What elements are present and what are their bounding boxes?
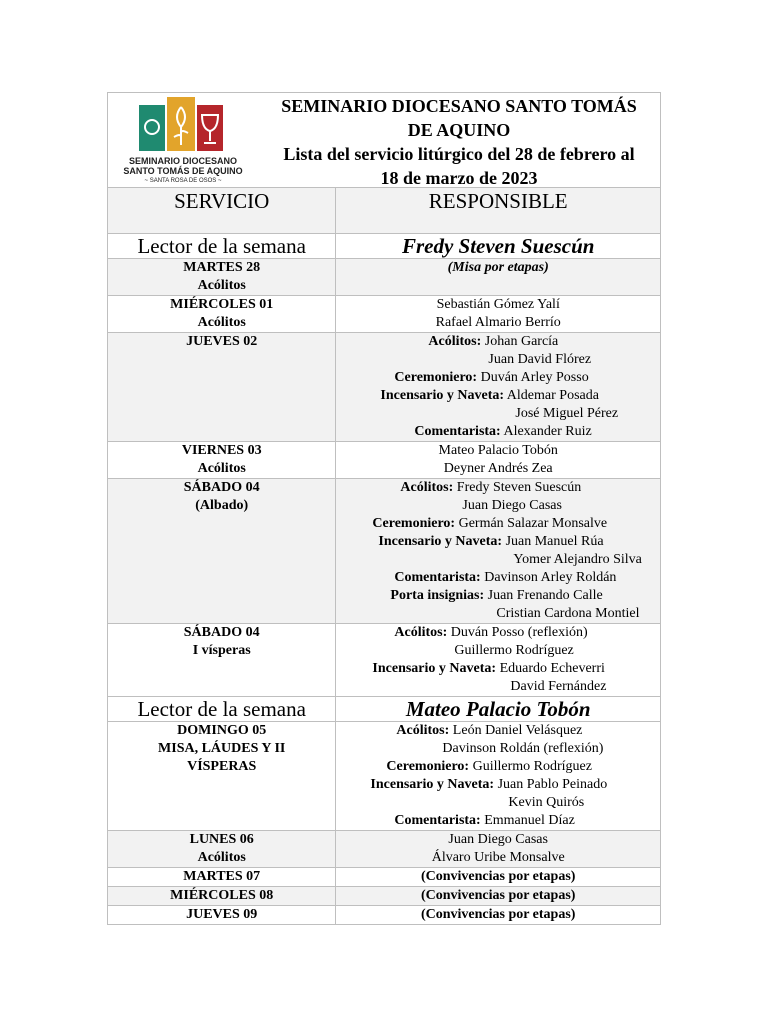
table-row bbox=[108, 624, 661, 697]
table-row bbox=[108, 887, 661, 906]
service-label: Acólitos bbox=[197, 315, 246, 330]
column-header-row bbox=[108, 188, 661, 234]
responsible-name: Juan David Flórez bbox=[488, 352, 592, 367]
title-line1: SEMINARIO DIOCESANO SANTO TOMÁS bbox=[281, 96, 637, 116]
service-label: MISA, LÁUDES Y II bbox=[158, 741, 286, 756]
seminary-logo bbox=[108, 93, 258, 187]
responsible-name: Juan Frenando Calle bbox=[487, 588, 603, 603]
document-page bbox=[107, 92, 661, 925]
table-row bbox=[108, 296, 661, 333]
role-label: Acólitos: bbox=[396, 723, 450, 738]
service-label: I vísperas bbox=[192, 643, 251, 658]
title-line2: DE AQUINO bbox=[407, 120, 511, 140]
responsible-name: Guillermo Rodríguez bbox=[472, 759, 592, 774]
responsible-name: David Fernández bbox=[510, 679, 607, 694]
service-label: Acólitos bbox=[197, 850, 246, 865]
logo-text-line2: SANTO TOMÁS DE AQUINO bbox=[123, 166, 243, 176]
table-row bbox=[108, 831, 661, 868]
responsible-note: (Convivencias por etapas) bbox=[420, 907, 576, 922]
day-label: MARTES 28 bbox=[183, 260, 261, 275]
role-label: Comentarista: bbox=[394, 813, 481, 828]
lector-name: Mateo Palacio Tobón bbox=[336, 697, 661, 722]
responsible-name: Mateo Palacio Tobón bbox=[438, 443, 558, 458]
responsible-name: José Miguel Pérez bbox=[515, 406, 619, 421]
day-label: MIÉRCOLES 08 bbox=[170, 888, 274, 903]
day-label: VIERNES 03 bbox=[181, 443, 262, 458]
role-label: Porta insignias: bbox=[390, 588, 485, 603]
role-label: Incensario y Naveta: bbox=[378, 534, 503, 549]
role-label: Incensario y Naveta: bbox=[372, 661, 497, 676]
day-label: SÁBADO 04 bbox=[183, 480, 260, 495]
responsible-name: Juan Pablo Peinado bbox=[497, 777, 608, 792]
role-label: Acólitos: bbox=[428, 334, 482, 349]
role-label: Incensario y Naveta: bbox=[380, 388, 505, 403]
service-label: (Albado) bbox=[195, 498, 249, 513]
day-label: LUNES 06 bbox=[189, 832, 254, 847]
table-row bbox=[108, 259, 661, 296]
column-header-servicio: SERVICIO bbox=[108, 188, 336, 234]
role-label: Incensario y Naveta: bbox=[370, 777, 495, 792]
title-line3: Lista del servicio litúrgico del 28 de febrero al bbox=[283, 144, 635, 164]
responsible-name: Rafael Almario Berrío bbox=[435, 315, 561, 330]
service-table bbox=[107, 92, 661, 925]
responsible-name: Germán Salazar Monsalve bbox=[458, 516, 608, 531]
role-label: Ceremoniero: bbox=[386, 759, 470, 774]
lector-label: Lector de la semana bbox=[108, 697, 336, 722]
responsible-name: Yomer Alejandro Silva bbox=[513, 552, 642, 567]
responsible-name: Davinson Arley Roldán bbox=[484, 570, 617, 585]
logo-text-line3: ~ SANTA ROSA DE OSOS ~ bbox=[144, 178, 222, 184]
role-label: Ceremoniero: bbox=[394, 370, 478, 385]
responsible-name: Sebastián Gómez Yalí bbox=[436, 297, 560, 312]
table-row bbox=[108, 333, 661, 442]
responsible-name: Fredy Steven Suescún bbox=[456, 480, 582, 495]
responsible-name: León Daniel Velásquez bbox=[452, 723, 583, 738]
table-row bbox=[108, 906, 661, 925]
table-row bbox=[108, 722, 661, 831]
role-label: Comentarista: bbox=[394, 570, 481, 585]
role-label: Acólitos: bbox=[400, 480, 454, 495]
responsible-name: Eduardo Echeverri bbox=[499, 661, 605, 676]
responsible-name: Cristian Cardona Montiel bbox=[496, 606, 640, 621]
document-header bbox=[108, 93, 661, 188]
responsible-name: Davinson Roldán (reflexión) bbox=[442, 741, 604, 756]
responsible-name: Álvaro Uribe Monsalve bbox=[431, 850, 565, 865]
responsible-name: Duván Arley Posso bbox=[480, 370, 589, 385]
responsible-name: Aldemar Posada bbox=[506, 388, 599, 403]
document-title bbox=[258, 93, 660, 187]
responsible-name: Juan Diego Casas bbox=[448, 832, 548, 847]
service-label: VÍSPERAS bbox=[187, 759, 257, 774]
day-label: JUEVES 09 bbox=[186, 907, 258, 922]
responsible-name: Johan García bbox=[484, 334, 559, 349]
table-row bbox=[108, 868, 661, 887]
role-label: Acólitos: bbox=[394, 625, 448, 640]
role-label: Comentarista: bbox=[414, 424, 501, 439]
responsible-name: Alexander Ruiz bbox=[503, 424, 592, 439]
day-label: MIÉRCOLES 01 bbox=[170, 297, 274, 312]
day-label: JUEVES 02 bbox=[186, 334, 258, 349]
responsible-note: (Misa por etapas) bbox=[447, 260, 549, 275]
role-label: Ceremoniero: bbox=[372, 516, 456, 531]
lector-row bbox=[108, 234, 661, 259]
responsible-note: (Convivencias por etapas) bbox=[420, 869, 576, 884]
table-row bbox=[108, 442, 661, 479]
responsible-name: Deyner Andrés Zea bbox=[443, 461, 553, 476]
responsible-name: Juan Manuel Rúa bbox=[505, 534, 604, 549]
day-label: MARTES 07 bbox=[183, 869, 261, 884]
lector-row bbox=[108, 697, 661, 722]
column-header-responsible: RESPONSIBLE bbox=[336, 188, 661, 234]
title-line4: 18 de marzo de 2023 bbox=[380, 168, 538, 188]
responsible-name: Kevin Quirós bbox=[508, 795, 585, 810]
responsible-note: (Convivencias por etapas) bbox=[420, 888, 576, 903]
logo-text-line1: SEMINARIO DIOCESANO bbox=[128, 156, 237, 166]
service-label: Acólitos bbox=[197, 461, 246, 476]
day-label: SÁBADO 04 bbox=[183, 625, 260, 640]
responsible-name: Juan Diego Casas bbox=[462, 498, 562, 513]
day-label: DOMINGO 05 bbox=[177, 723, 267, 738]
responsible-name: Duván Posso (reflexión) bbox=[450, 625, 588, 640]
lector-name: Fredy Steven Suescún bbox=[336, 234, 661, 259]
service-label: Acólitos bbox=[197, 278, 246, 293]
responsible-name: Guillermo Rodríguez bbox=[454, 643, 574, 658]
lector-label: Lector de la semana bbox=[108, 234, 336, 259]
responsible-name: Emmanuel Díaz bbox=[484, 813, 575, 828]
table-row bbox=[108, 479, 661, 624]
